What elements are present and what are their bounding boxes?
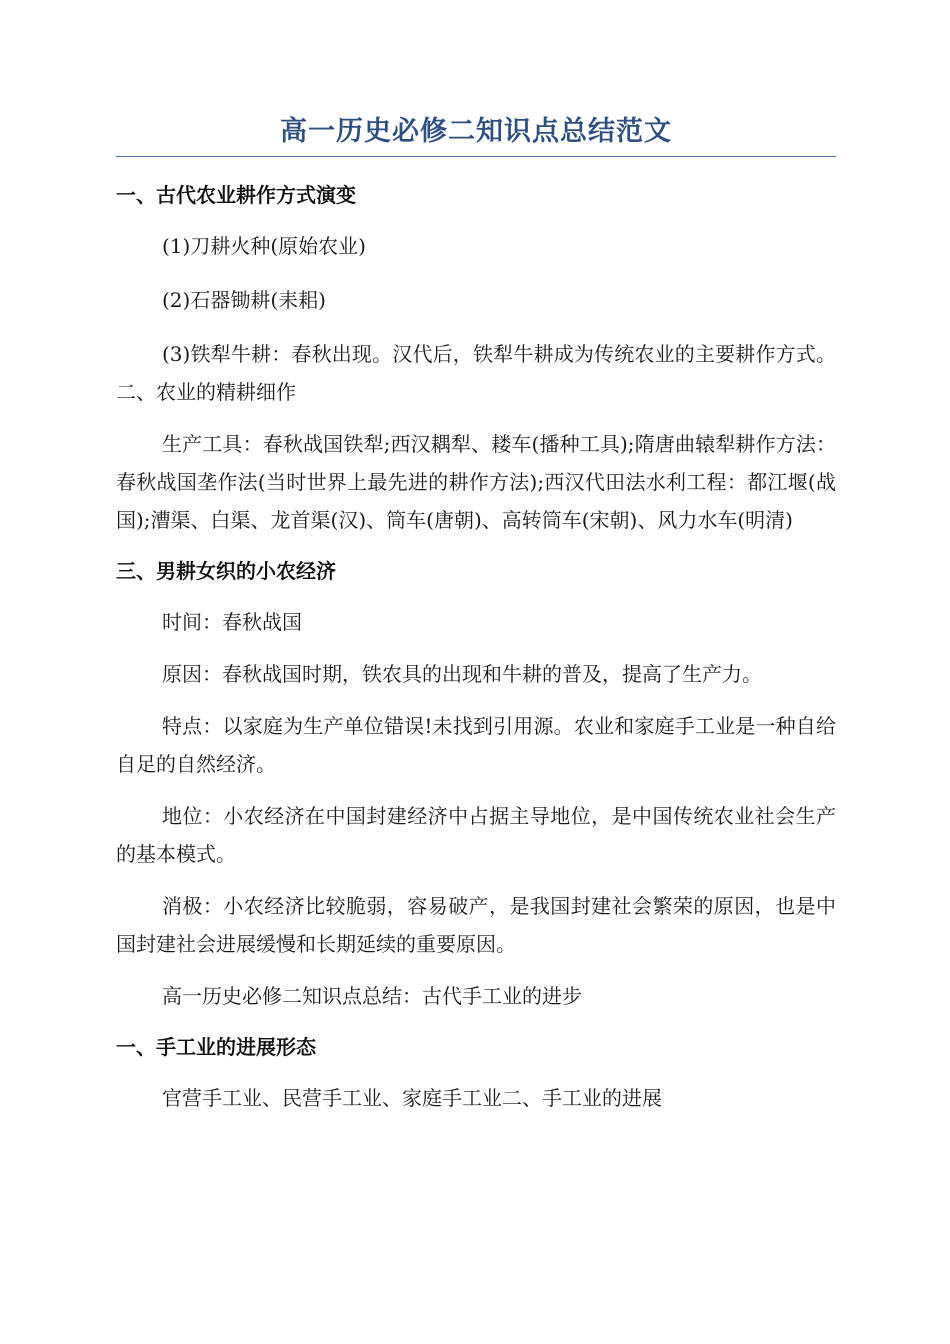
paragraph-stone-hoe: (2)石器锄耕(耒耜) bbox=[162, 288, 326, 312]
paragraph-time: 时间：春秋战国 bbox=[162, 610, 302, 634]
section-heading-ancient-farming: 一、古代农业耕作方式演变 bbox=[116, 183, 356, 207]
paragraph-negative: 消极：小农经济比较脆弱，容易破产，是我国封建社会繁荣的原因，也是中国封建社会进展缓慢和长期延续的重要原因。 bbox=[116, 894, 836, 956]
section-heading-small-peasant-economy: 三、男耕女织的小农经济 bbox=[116, 559, 336, 583]
paragraph-reason: 原因：春秋战国时期，铁农具的出现和牛耕的普及，提高了生产力。 bbox=[162, 662, 762, 686]
paragraph-handicraft-summary: 高一历史必修二知识点总结：古代手工业的进步 bbox=[162, 984, 582, 1008]
paragraph-features: 特点：以家庭为生产单位错误!未找到引用源。农业和家庭手工业是一种自给自足的自然经济。 bbox=[116, 714, 836, 776]
paragraph-status: 地位：小农经济在中国封建经济中占据主导地位，是中国传统农业社会生产的基本模式。 bbox=[116, 804, 836, 866]
document-title: 高一历史必修二知识点总结范文 bbox=[116, 112, 836, 157]
section-heading-handicraft-forms: 一、手工业的进展形态 bbox=[116, 1035, 316, 1059]
paragraph-production-tools: 生产工具：春秋战国铁犁;西汉耦犁、耧车(播种工具);隋唐曲辕犁耕作方法：春秋战国垄作法(当时世界上最先进的耕作方法);西汉代田法水利工程：都江堰(战国);漕渠、白渠、龙首渠(汉)、筒车(唐朝)、高转筒车(宋朝)、风力水车(明清) bbox=[116, 432, 836, 532]
paragraph-slash-and-burn: (1)刀耕火种(原始农业) bbox=[162, 234, 366, 258]
paragraph-iron-plough: (3)铁犁牛耕：春秋出现。汉代后，铁犁牛耕成为传统农业的主要耕作方式。二、农业的精耕细作 bbox=[116, 342, 836, 404]
document-page bbox=[116, 112, 836, 1117]
paragraph-handicraft-types: 官营手工业、民营手工业、家庭手工业二、手工业的进展 bbox=[162, 1086, 662, 1110]
